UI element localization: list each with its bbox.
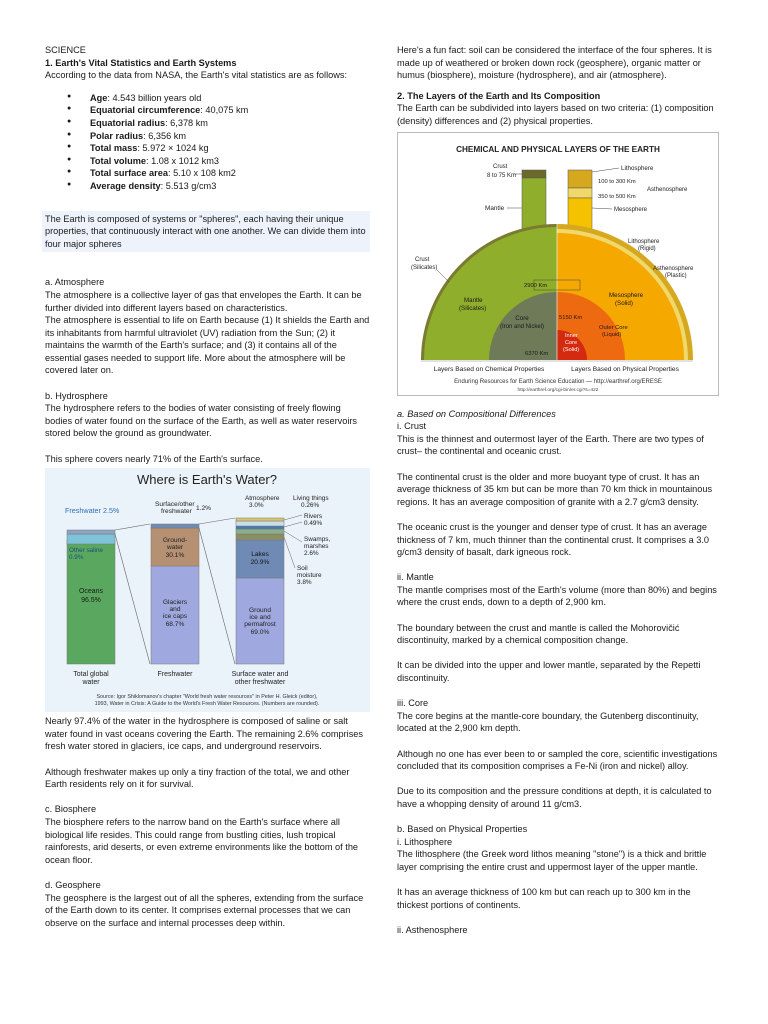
bar-other-saline: [67, 534, 115, 544]
swamps-label: marshes: [304, 543, 329, 551]
glaciers-value: 68.7%: [165, 621, 185, 629]
soil-moisture-value: 3.8%: [297, 579, 312, 587]
groundwater-value: 30.1%: [165, 552, 185, 560]
mantle-inner-label: Mantle: [464, 296, 483, 304]
oceans-label: Oceans: [78, 588, 104, 596]
crust-paragraph: This is the thinnest and outermost layer of the Earth. There are two types of crust– the continental and oceanic crust.: [397, 433, 704, 457]
ground-ice-label: permafrost: [244, 621, 276, 629]
depth-6370-label: 6370 Km: [525, 350, 549, 357]
crust-depth-label: 8 to 75 Km: [487, 172, 517, 179]
list-item: ● Total mass: 5.972 × 1024 kg: [67, 142, 370, 155]
rivers-label: Rivers: [304, 513, 323, 521]
lithosphere-column: [568, 170, 592, 188]
earth-layers-figure: [397, 132, 719, 396]
ground-ice-label: ice and: [249, 614, 271, 622]
freshwater-pct-label: Freshwater 2.5%: [65, 506, 120, 516]
core-inner-label: Core: [515, 314, 529, 322]
core-paragraph: Although no one has ever been to or sampled the core, scientific investigations concluded that its composition comprises a Fe-Ni (iron and nickel) alloy.: [397, 748, 718, 772]
right-column: [397, 44, 722, 937]
crust-column-top: [522, 170, 546, 178]
figure-footer: Enduring Resources for Earth Science Education — http://earthref.org/ERESE: [454, 378, 662, 385]
crust-paragraph: The oceanic crust is the younger and denser type of crust. It has an average thickness of 7 km, much thinner than the continental crust. It comprises a 3.0 g/cm3 density of basalt, dark igneous rock.: [397, 521, 710, 558]
lithosphere-paragraph: The lithosphere (the Greek word lithos meaning "stone") is a thick and brittle layer comprising the entire crust and uppermost layer of the upper mantle.: [397, 849, 707, 872]
caption-physical: Layers Based on Physical Properties: [571, 365, 679, 373]
glaciers-label: Glaciers: [162, 599, 188, 607]
mantle-paragraph: The boundary between the crust and mantle is called the Mohorovičić discontinuity, marked by a chemical composition change.: [397, 622, 680, 646]
asthenosphere-column: [568, 188, 592, 198]
fun-fact-paragraph: Here's a fun fact: soil can be considered the interface of the four spheres. It is made up of weathered or broken down rock (geosphere), organic matter or humus (biosphere), moisture (hydrosphere), and air (atmosphere).: [397, 45, 712, 81]
x-axis-label: water: [82, 679, 100, 687]
outer-core-label: Outer Core: [599, 324, 628, 331]
surface-label: freshwater: [161, 508, 192, 516]
list-item: ● Average density: 5.513 g/cm3: [67, 180, 370, 193]
core-paragraph: Due to its composition and the pressure conditions at depth, it is calculated to have a whopping density of around 11 g/cm3.: [397, 786, 712, 809]
earth-water-figure: [45, 468, 370, 712]
bar-atmosphere: [236, 521, 284, 526]
mantle-inner-sub: (Silicates): [459, 304, 487, 312]
mantle-heading: ii. Mantle: [397, 572, 434, 583]
mesosphere-inner-label: Mesosphere: [609, 291, 644, 299]
section-2-heading: 2. The Layers of the Earth and Its Composition: [397, 90, 601, 101]
mesosphere-top-label: Mesosphere: [614, 206, 648, 213]
inner-core-label: Inner: [565, 332, 578, 339]
groundwater-label: water: [166, 544, 184, 552]
mantle-top-label: Mantle: [485, 204, 505, 212]
surface-pct: 1.2%: [196, 505, 212, 513]
list-item: ● Equatorial circumference: 40,075 km: [67, 104, 370, 117]
x-axis-label: other freshwater: [234, 679, 286, 687]
outer-core-sub: (Liquid): [602, 331, 622, 338]
core-heading: iii. Core: [397, 698, 429, 709]
crust-top-label: Crust: [493, 163, 508, 170]
bar-surface-slice: [151, 524, 199, 528]
mesosphere-depth-label: 350 to 500 Km: [598, 193, 636, 200]
lakes-label: Lakes: [251, 551, 269, 559]
figure-title: Where is Earth's Water?: [137, 472, 277, 488]
asthenosphere-right-sub: (Plastic): [665, 272, 687, 279]
list-item: ● Polar radius: 6,356 km: [67, 130, 370, 143]
glaciers-label: and: [169, 606, 181, 614]
section-1-heading: 1. Earth's Vital Statistics and Earth Systems: [45, 57, 237, 68]
bar-rivers: [236, 526, 284, 529]
glaciers-label: ice caps: [162, 613, 188, 621]
biosphere-paragraph: The biosphere refers to the narrow band on the Earth's surface where all biological life resides. This could range from bustling cities, lush tropical rainforests, arid deserts, or even extreme environments like the bottom of the ocean floor.: [45, 816, 359, 865]
inner-core-label: Core: [565, 339, 578, 346]
living-things-label: Living things: [293, 495, 329, 503]
rivers-value: 0.49%: [304, 520, 323, 528]
vital-statistics-list: [45, 92, 370, 193]
inner-core-sub: (Solid): [563, 346, 580, 353]
asthenosphere-top-label: Asthenosphere: [647, 186, 688, 193]
x-axis-label: Freshwater: [157, 671, 193, 679]
core-paragraph: The core begins at the mantle-core boundary, the Gutenberg discontinuity, located at the 2,900 km depth.: [397, 710, 699, 734]
swamps-label: Swamps,: [304, 536, 331, 544]
layers-intro: The Earth can be subdivided into layers based on two criteria: (1) composition (density) differences and (2) physical properties.: [397, 103, 714, 126]
atmosphere-paragraph: The atmosphere is a collective layer of gas that envelopes the Earth. It can be further divided into different layers based on characteristics.: [45, 289, 362, 313]
depth-2900-label: 2900 Km: [524, 282, 548, 289]
living-things-value: 0.26%: [301, 502, 320, 510]
biosphere-heading: c. Biosphere: [45, 804, 97, 815]
atmosphere-water-label: Atmosphere: [245, 495, 280, 503]
x-axis-label: Surface water and: [231, 671, 289, 679]
hydrosphere-paragraph: This sphere covers nearly 71% of the Earth's surface.: [45, 453, 263, 464]
lithosphere-top-label: Lithosphere: [621, 164, 654, 172]
spheres-callout: The Earth is composed of systems or "spheres", each having their unique properties, that continuously interact with one another. We can divide them into four major spheres: [42, 211, 370, 253]
caption-chemical: Layers Based on Chemical Properties: [433, 365, 545, 373]
lithosphere-right-label: Lithosphere: [628, 238, 660, 245]
physical-heading: b. Based on Physical Properties: [397, 824, 528, 835]
bar-freshwater-slice: [67, 530, 115, 534]
geosphere-paragraph: The geosphere is the largest out of all the spheres, extending from the surface of the Earth down to its center. It comprises external processes that we can observe on the surface and internal processes deep within.: [45, 892, 364, 928]
lithosphere-right-sub: (Rigid): [638, 245, 656, 252]
ground-ice-label: Ground: [249, 607, 271, 615]
bar-living: [236, 518, 284, 521]
ground-ice-value: 69.0%: [250, 629, 270, 637]
crust-left-label: Crust: [415, 256, 430, 263]
asthenosphere-right-label: Asthenosphere: [653, 265, 694, 272]
asthenosphere-heading: ii. Asthenosphere: [397, 924, 468, 935]
atmosphere-heading: a. Atmosphere: [45, 277, 105, 288]
figure-source: Source: Igor Shiklomanov's chapter "World fresh water resources" in Peter H. Gleick (editor),: [96, 694, 318, 701]
swamps-value: 2.6%: [304, 550, 319, 558]
list-item: ● Total surface area: 5.10 x 108 km2: [67, 167, 370, 180]
groundwater-label: Ground-: [162, 537, 188, 545]
figure-url: http://earthref.org/cgi-bin/er.cgi?s=422: [517, 387, 599, 393]
list-item: ● Equatorial radius: 6,378 km: [67, 117, 370, 130]
other-saline-label: Other saline: [69, 547, 103, 555]
left-column: [45, 44, 370, 929]
hydrosphere-heading: b. Hydrosphere: [45, 390, 108, 401]
geosphere-heading: d. Geosphere: [45, 879, 101, 890]
other-saline-value: 0.9%: [69, 554, 84, 562]
subject-label: SCIENCE: [45, 45, 86, 55]
x-axis-label: Total global: [73, 671, 109, 679]
crust-paragraph: The continental crust is the older and more buoyant type of crust. It has an average thickness of 35 km but can be more than 70 km thick in mountainous regions. It has an average composition of granite with a 2.7 g/cm3 density.: [397, 471, 713, 507]
oceans-value: 96.5%: [81, 597, 101, 605]
hydrosphere-paragraph: Nearly 97.4% of the water in the hydrosphere is composed of saline or salt water found in vast oceans covering the Earth. The remaining 2.6% comprises fresh water stored in glaciers, ice caps, and underground reservoirs.: [45, 716, 363, 752]
lakes-value: 20.9%: [250, 559, 270, 567]
crust-left-sub: (Silicates): [411, 264, 438, 271]
lithosphere-depth-label: 100 to 300 Km: [598, 178, 636, 185]
mantle-paragraph: The mantle comprises most of the Earth's volume (more than 80%) and begins where the crust ends, down to a depth of 2,900 km.: [397, 584, 717, 608]
hydrosphere-paragraph: Although freshwater makes up only a tiny fraction of the total, we and other Earth residents rely on it for survival.: [45, 766, 350, 790]
atmosphere-water-value: 3.0%: [249, 502, 264, 510]
lithosphere-paragraph: It has an average thickness of 100 km but can reach up to 300 km in the thickest portions of continents.: [397, 887, 691, 910]
soil-moisture-label: Soil: [297, 565, 308, 573]
figure-source: 1993, Water in Crisis: A Guide to the World's Fresh Water Resources. (Numbers are rounded).: [94, 701, 320, 708]
compositional-heading: a. Based on Compositional Differences: [397, 408, 556, 419]
bar-soil-moisture: [236, 534, 284, 540]
list-item: ● Total volume: 1.08 x 1012 km3: [67, 155, 370, 168]
soil-moisture-label: moisture: [297, 572, 322, 580]
core-inner-sub: (Iron and Nickel): [499, 323, 545, 330]
bar-swamps: [236, 529, 284, 534]
figure-title: CHEMICAL AND PHYSICAL LAYERS OF THE EARTH: [456, 144, 660, 154]
mantle-paragraph: It can be divided into the upper and lower mantle, separated by the Repetti discontinuity.: [397, 660, 701, 684]
list-item: ● Age: 4.543 billion years old: [67, 92, 370, 105]
atmosphere-paragraph: The atmosphere is essential to life on Earth because (1) It shields the Earth and its inhabitants from harmful ultraviolet (UV) radiation from the Sun; (2) it maintains the warmth of the Earth's surface; and (3) it contains all of the essential gases needed to support life. More about the atmosphere will be covered later on.: [45, 315, 370, 376]
mesosphere-inner-sub: (Solid): [615, 299, 633, 307]
vitals-intro: According to the data from NASA, the Earth's vital statistics are as follows:: [45, 70, 348, 81]
hydrosphere-paragraph: The hydrosphere refers to the bodies of water consisting of freely flowing bodies of water found on the surface of the Earth, as well as water reservoirs stored below the ground as groundwater.: [45, 403, 358, 439]
depth-5150-label: 5150 Km: [559, 314, 583, 321]
crust-heading: i. Crust: [397, 421, 427, 432]
surface-label: Surface/other: [155, 501, 195, 509]
lithosphere-heading: i. Lithosphere: [397, 836, 453, 847]
